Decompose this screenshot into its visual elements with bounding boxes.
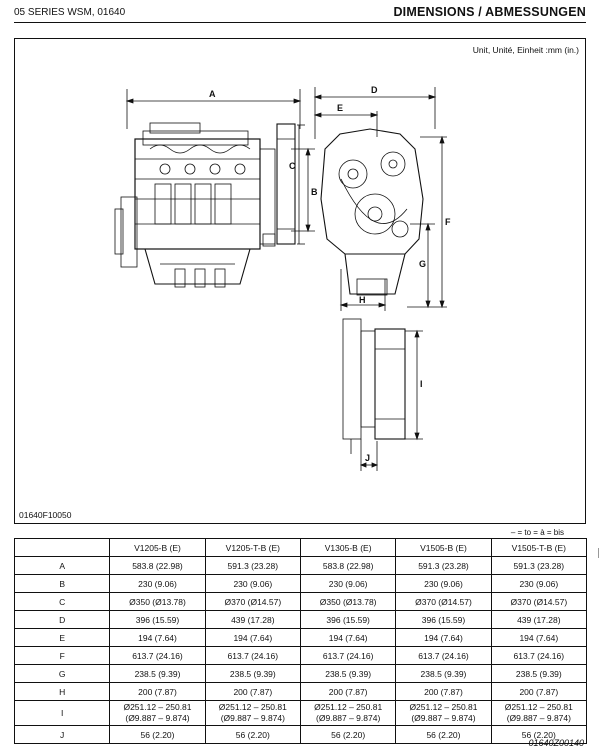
table-cell: 613.7 (24.16) <box>110 647 205 665</box>
row-key: H <box>15 683 110 701</box>
table-header-cell: V1305-B (E) <box>300 539 395 557</box>
cell-line: (Ø9.887 – 9.874) <box>125 713 190 723</box>
table-cell: 200 (7.87) <box>491 683 586 701</box>
table-cell: 613.7 (24.16) <box>491 647 586 665</box>
table-cell: 591.3 (23.28) <box>396 557 491 575</box>
cell-line: (Ø9.887 – 9.874) <box>506 713 571 723</box>
row-key: F <box>15 647 110 665</box>
cell-line: Ø251.12 – 250.81 <box>314 702 383 712</box>
dimension-figure <box>14 38 586 524</box>
dim-label-c: C <box>289 161 296 171</box>
table-cell: 396 (15.59) <box>300 611 395 629</box>
table-row <box>15 557 587 575</box>
table-cell: 194 (7.64) <box>396 629 491 647</box>
table-header-cell: V1205-B (E) <box>110 539 205 557</box>
table-row <box>15 629 587 647</box>
table-cell: 194 (7.64) <box>110 629 205 647</box>
table-cell <box>300 701 395 726</box>
engine-side-view <box>115 89 315 287</box>
cell-line: (Ø9.887 – 9.874) <box>220 713 285 723</box>
table-row <box>15 611 587 629</box>
range-legend: – = to = à = bis <box>510 528 564 537</box>
table-cell: 396 (15.59) <box>110 611 205 629</box>
table-cell: 200 (7.87) <box>110 683 205 701</box>
engine-drawing <box>15 39 585 523</box>
dim-label-a: A <box>209 89 216 99</box>
row-key: I <box>15 701 110 726</box>
section-title: DIMENSIONS / ABMESSUNGEN <box>393 5 586 19</box>
dim-label-b: B <box>311 187 318 197</box>
table-header-row <box>15 539 587 557</box>
row-key: E <box>15 629 110 647</box>
table-cell: 591.3 (23.28) <box>491 557 586 575</box>
table-cell: 230 (9.06) <box>396 575 491 593</box>
dim-label-h: H <box>359 295 366 305</box>
table-header-cell: V1205-T-B (E) <box>205 539 300 557</box>
row-key: B <box>15 575 110 593</box>
row-key: J <box>15 726 110 744</box>
flywheel-view <box>343 319 423 471</box>
row-key: D <box>15 611 110 629</box>
table-cell <box>491 701 586 726</box>
table-header-cell <box>15 539 110 557</box>
table-header-cell: V1505-T-B (E) <box>491 539 586 557</box>
footer-code: 01640Z00140 <box>528 738 584 748</box>
table-cell: 613.7 (24.16) <box>396 647 491 665</box>
dim-label-i: I <box>420 379 423 389</box>
cell-line: (Ø9.887 – 9.874) <box>411 713 476 723</box>
table-cell: 56 (2.20) <box>491 726 586 744</box>
unit-note: Unit, Unité, Einheit :mm (in.) <box>472 45 579 55</box>
table-cell: 439 (17.28) <box>491 611 586 629</box>
dim-label-e: E <box>337 103 344 113</box>
table-cell: 238.5 (9.39) <box>491 665 586 683</box>
table-cell: 200 (7.87) <box>300 683 395 701</box>
dim-label-d: D <box>371 85 378 95</box>
cell-line: Ø251.12 – 250.81 <box>123 702 192 712</box>
table-cell: 230 (9.06) <box>110 575 205 593</box>
table-cell: Ø370 (Ø14.57) <box>491 593 586 611</box>
table-cell <box>110 701 205 726</box>
cell-line: (Ø9.887 – 9.874) <box>316 713 381 723</box>
dim-label-g: G <box>419 259 427 269</box>
cell-line: Ø251.12 – 250.81 <box>504 702 573 712</box>
table-cell: 238.5 (9.39) <box>205 665 300 683</box>
table-cell: Ø350 (Ø13.78) <box>300 593 395 611</box>
table-row <box>15 726 587 744</box>
dim-label-j: J <box>365 453 371 463</box>
engine-front-view <box>315 87 447 311</box>
table-cell: 613.7 (24.16) <box>205 647 300 665</box>
series-label: 05 SERIES WSM, 01640 <box>14 7 126 18</box>
table-row <box>15 647 587 665</box>
table-cell: 591.3 (23.28) <box>205 557 300 575</box>
table-cell: 56 (2.20) <box>110 726 205 744</box>
table-cell: 230 (9.06) <box>491 575 586 593</box>
dimensions-table <box>14 538 587 744</box>
table-cell: 56 (2.20) <box>300 726 395 744</box>
cell-line: Ø251.12 – 250.81 <box>409 702 478 712</box>
table-cell <box>396 701 491 726</box>
table-row <box>15 593 587 611</box>
table-cell: Ø370 (Ø14.57) <box>205 593 300 611</box>
table-cell: 56 (2.20) <box>396 726 491 744</box>
table-cell: 56 (2.20) <box>205 726 300 744</box>
row-key: C <box>15 593 110 611</box>
table-cell: 238.5 (9.39) <box>110 665 205 683</box>
table-row <box>15 665 587 683</box>
table-cell: 238.5 (9.39) <box>396 665 491 683</box>
table-cell: 194 (7.64) <box>491 629 586 647</box>
table-cell: 194 (7.64) <box>300 629 395 647</box>
table-cell: 194 (7.64) <box>205 629 300 647</box>
row-key: G <box>15 665 110 683</box>
table-cell <box>205 701 300 726</box>
row-key: A <box>15 557 110 575</box>
table-cell: 238.5 (9.39) <box>300 665 395 683</box>
table-cell: 230 (9.06) <box>205 575 300 593</box>
table-cell: 230 (9.06) <box>300 575 395 593</box>
table-row <box>15 575 587 593</box>
table-cell: 200 (7.87) <box>396 683 491 701</box>
table-cell: Ø350 (Ø13.78) <box>110 593 205 611</box>
table-cell: 583.8 (22.98) <box>110 557 205 575</box>
table-cell: 439 (17.28) <box>205 611 300 629</box>
table-row <box>15 701 587 726</box>
page-header <box>14 4 586 23</box>
edge-mark <box>594 548 599 558</box>
figure-code: 01640F10050 <box>19 510 72 520</box>
dim-label-f: F <box>445 217 451 227</box>
table-row <box>15 683 587 701</box>
table-cell: 613.7 (24.16) <box>300 647 395 665</box>
cell-line: Ø251.12 – 250.81 <box>218 702 287 712</box>
table-cell: Ø370 (Ø14.57) <box>396 593 491 611</box>
table-header-cell: V1505-B (E) <box>396 539 491 557</box>
table-cell: 200 (7.87) <box>205 683 300 701</box>
table-cell: 583.8 (22.98) <box>300 557 395 575</box>
table-cell: 396 (15.59) <box>396 611 491 629</box>
